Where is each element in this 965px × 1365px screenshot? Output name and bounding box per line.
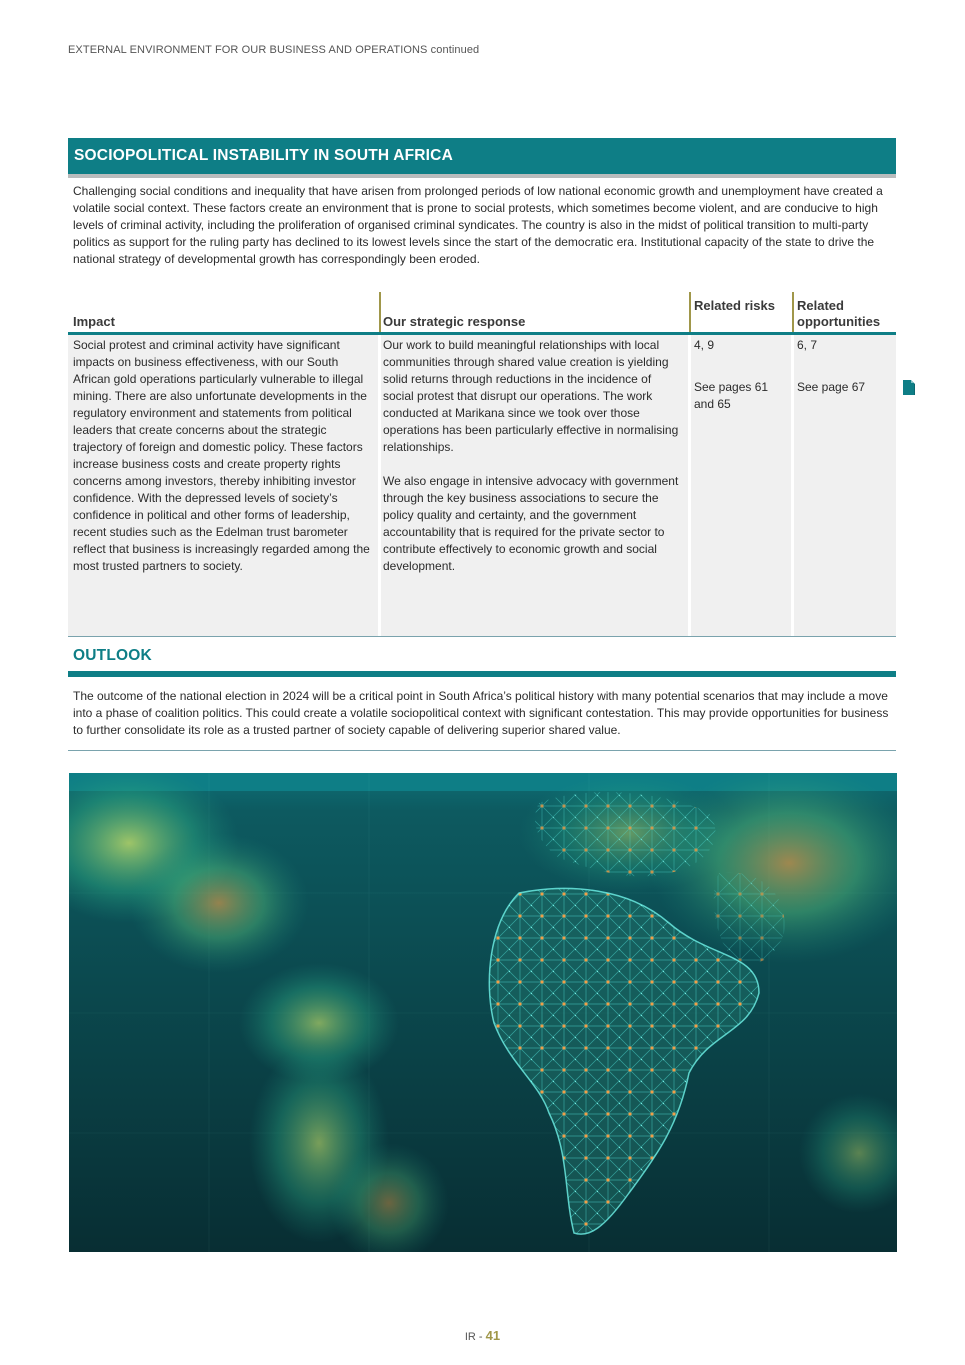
column-header-response: Our strategic response xyxy=(383,314,526,329)
column-separator xyxy=(378,335,381,637)
page-number: 41 xyxy=(485,1328,501,1343)
column-header-risks: Related risks xyxy=(694,298,775,313)
column-separator xyxy=(791,335,794,637)
response-paragraph: Our work to build meaningful relationships with local communities through shared value creation is yielding solid returns through reductions in the incidence of social protest that disrupt our operations. The work conducted at Marikana since we took over those operations has been particularly effective in normalising relationships. xyxy=(383,338,679,454)
risks-reference-link[interactable]: See pages 61 and 65 xyxy=(694,380,769,411)
section-title-bar xyxy=(68,138,896,174)
column-divider xyxy=(379,292,381,332)
section-bar-underline xyxy=(68,174,896,178)
page-footer xyxy=(0,1328,965,1343)
section-intro: Challenging social conditions and inequality that have arisen from prolonged periods of low national economic growth and unemployment have created a volatile social context. These factors create an environment that is prone to social protests, which sometimes become violent, and are conducive to high levels of criminal activity, including the proliferation of organised criminal syndicates. The country is also in the midst of political transition to multi-party politics as support for the ruling party has declined to its lowest levels since the start of the democratic era. Institutional capacity of the state to drive the national strategy of developmental growth has correspondingly been eroded. xyxy=(73,184,883,266)
world-map-image xyxy=(69,773,897,1252)
column-header-impact: Impact xyxy=(73,314,115,329)
risks-cell xyxy=(694,337,786,413)
column-header-opportunities: Related opportunities xyxy=(797,298,881,329)
response-cell xyxy=(383,337,685,575)
opportunities-values: 6, 7 xyxy=(797,338,818,352)
digital-world-map xyxy=(69,773,897,1252)
document-icon[interactable] xyxy=(902,379,918,397)
opportunities-cell xyxy=(797,337,889,396)
outlook-rule xyxy=(68,671,896,677)
table-bottom-rule xyxy=(68,636,896,637)
section-title: SOCIOPOLITICAL INSTABILITY IN SOUTH AFRICA xyxy=(74,147,453,164)
footer-prefix: IR - xyxy=(464,1331,486,1343)
column-separator xyxy=(688,335,691,637)
impact-cell: Social protest and criminal activity have significant impacts on business effectiveness, with our South African gold operations particularly vulnerable to illegal mining. There are also unfortunate developments in the regulatory environment and statements from political leaders that create concerns about the strategic trajectory of foreign and domestic policy. These factors increase business costs and create property rights concerns among investors, thereby inhibiting investor confidence. With the depressed levels of society’s confidence in political and other forms of leadership, recent studies such as the Edelman trust barometer reflect that business is increasingly regarded among the most trusted partners to society. xyxy=(73,338,370,573)
opportunities-reference-link[interactable]: See page 67 xyxy=(797,380,866,394)
running-header: EXTERNAL ENVIRONMENT FOR OUR BUSINESS AND OPERATIONS continued xyxy=(68,44,480,56)
response-paragraph: We also engage in intensive advocacy with government through the key business associations to secure the policy quality and certainty, and the government accountability that is required for the private sector to contribute effectively to economic growth and social development. xyxy=(383,474,679,573)
outlook-bottom-rule xyxy=(68,750,896,751)
column-divider xyxy=(689,292,691,332)
risks-values: 4, 9 xyxy=(694,338,715,352)
outlook-text: The outcome of the national election in 2024 will be a critical point in South Africa’s political history with many potential scenarios that may include a move into a phase of coalition politics. This could create a volatile sociopolitical context with significant contestation. This may provide opportunities for business to further consolidate its role as a trusted partner of society capable of delivering superior shared value. xyxy=(73,689,889,737)
column-divider xyxy=(792,292,794,332)
outlook-title: OUTLOOK xyxy=(73,647,152,664)
